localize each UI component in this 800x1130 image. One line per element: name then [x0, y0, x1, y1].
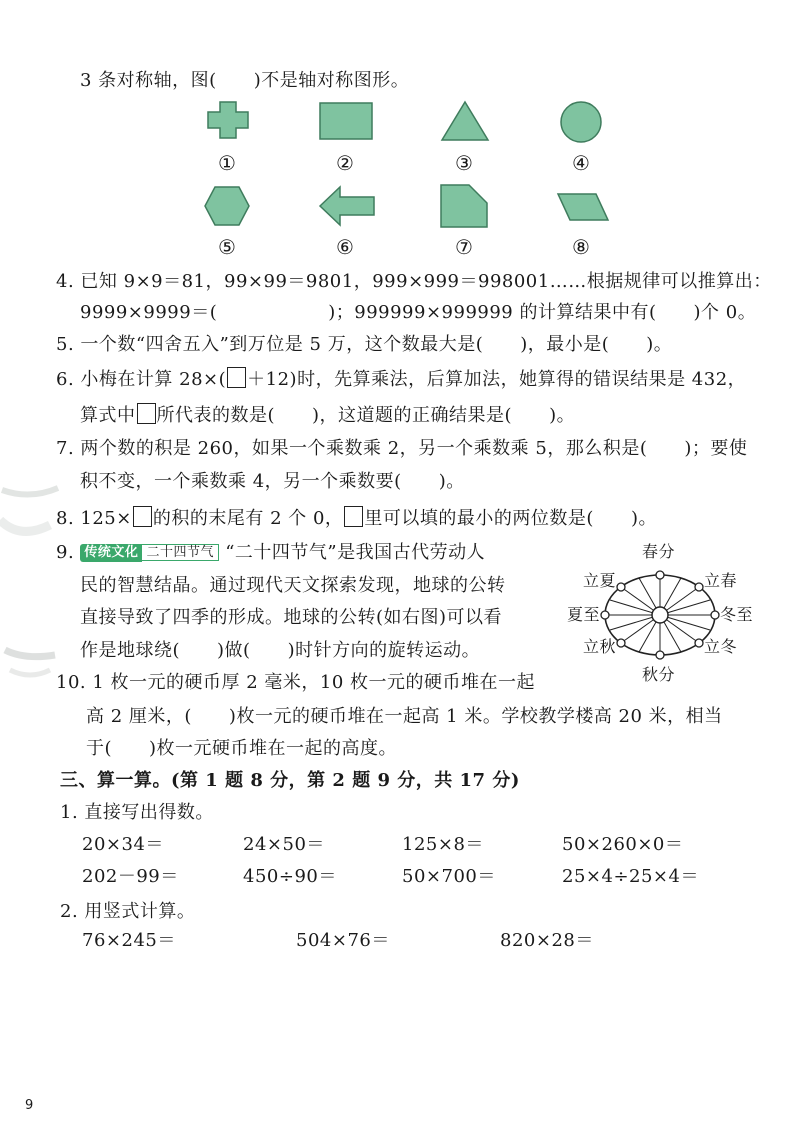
question-6-text-d: 所代表的数是( )，这道题的正确结果是( )。	[156, 405, 576, 426]
question-6-line-2	[80, 403, 575, 427]
question-8	[56, 506, 657, 530]
question-7-line-1: 7. 两个数的积是 260，如果一个乘数乘 2，另一个乘数乘 5，那么积是( )；要使	[56, 438, 748, 459]
calc-item: 24×50＝	[243, 834, 325, 855]
blank-square-box	[344, 506, 363, 527]
earth-orbit-diagram	[600, 570, 720, 660]
section-3-question-1-title: 1. 直接写出得数。	[60, 802, 214, 823]
figure-label-3: ③	[455, 151, 473, 175]
vertical-calc-item: 504×76＝	[296, 930, 390, 951]
question-7-line-2: 积不变，一个乘数乘 4，另一个乘数要( )。	[80, 471, 465, 492]
question-8-text-c: 里可以填的最小的两位数是( )。	[364, 508, 657, 529]
figure-label-4: ④	[572, 151, 590, 175]
rectangle-shape-icon	[319, 102, 373, 140]
traditional-culture-badge	[80, 544, 219, 562]
blank-square-box	[137, 403, 156, 424]
badge-left-label: 传统文化	[80, 544, 142, 562]
question-10-line-2: 高 2 厘米，( )枚一元的硬币堆在一起高 1 米。学校教学楼高 20 米，相当	[86, 706, 723, 727]
term-right: 冬至	[720, 605, 754, 624]
question-5: 5. 一个数“四舍五入”到万位是 5 万，这个数最大是( )，最小是( )。	[56, 334, 673, 355]
question-9-text-1: “二十四节气”是我国古代劳动人	[225, 542, 486, 563]
question-9-number: 9.	[56, 542, 75, 563]
calc-item: 202－99＝	[82, 866, 179, 887]
cross-shape-icon	[206, 100, 250, 140]
section-3-title: 三、算一算。(第 1 题 8 分，第 2 题 9 分，共 17 分)	[60, 770, 520, 791]
figure-label-5: ⑤	[218, 235, 236, 259]
hexagon-shape-icon	[203, 185, 251, 227]
figure-label-8: ⑧	[572, 235, 590, 259]
section-3-question-2-title: 2. 用竖式计算。	[60, 901, 196, 922]
triangle-shape-icon	[440, 100, 490, 142]
question-6-text-c: 算式中	[80, 405, 136, 426]
term-top: 春分	[642, 542, 676, 561]
term-upper-left: 立夏	[583, 571, 617, 590]
figure-label-7: ⑦	[455, 235, 473, 259]
question-3-tail: 3 条对称轴，图( )不是轴对称图形。	[80, 70, 410, 91]
blank-square-box	[227, 367, 246, 388]
decorative-brush-strokes	[0, 480, 60, 690]
term-left: 夏至	[567, 605, 601, 624]
vertical-calc-item: 76×245＝	[82, 930, 176, 951]
term-upper-right: 立春	[704, 571, 738, 590]
question-9-line-2: 民的智慧结晶。通过现代天文探索发现，地球的公转	[80, 575, 506, 596]
figure-label-6: ⑥	[336, 235, 354, 259]
question-6-line-1	[56, 367, 746, 391]
figure-label-2: ②	[336, 151, 354, 175]
badge-right-label: 二十四节气	[141, 544, 219, 561]
figure-label-1: ①	[218, 151, 236, 175]
cut-corner-square-icon	[439, 183, 489, 229]
question-10-line-1: 10. 1 枚一元的硬币厚 2 毫米，10 枚一元的硬币堆在一起	[56, 672, 536, 693]
calc-item: 25×4÷25×4＝	[562, 866, 699, 887]
question-8-text-a: 8. 125×	[56, 508, 132, 529]
calc-item: 50×700＝	[402, 866, 496, 887]
term-lower-left: 立秋	[583, 637, 617, 656]
calc-item: 50×260×0＝	[562, 834, 684, 855]
calc-item: 20×34＝	[82, 834, 164, 855]
question-10-line-3: 于( )枚一元硬币堆在一起的高度。	[86, 738, 398, 759]
vertical-calc-item: 820×28＝	[500, 930, 594, 951]
question-8-text-b: 的积的末尾有 2 个 0，	[152, 508, 344, 529]
question-9-line-1	[56, 542, 485, 564]
question-9-line-3: 直接导致了四季的形成。地球的公转(如右图)可以看	[80, 607, 503, 628]
blank-square-box	[133, 506, 152, 527]
parallelogram-shape-icon	[556, 192, 610, 222]
calc-item: 125×8＝	[402, 834, 484, 855]
question-4-line-2: 9999×9999＝( )；999999×999999 的计算结果中有( )个 0。	[80, 302, 757, 323]
question-9-line-4: 作是地球绕( )做( )时针方向的旋转运动。	[80, 640, 481, 661]
question-6-text-a: 6. 小梅在计算 28×(	[56, 369, 227, 390]
circle-shape-icon	[559, 100, 603, 144]
question-4-line-1: 4. 已知 9×9＝81，99×99＝9801，999×999＝998001……根据规律可以推算出：	[56, 271, 772, 292]
page-number: 9	[25, 1098, 34, 1113]
term-bottom: 秋分	[642, 665, 676, 684]
term-lower-right: 立冬	[704, 637, 738, 656]
question-6-text-b: ＋12)时，先算乘法，后算加法，她算得的错误结果是 432，	[247, 369, 747, 390]
calc-item: 450÷90＝	[243, 866, 337, 887]
arrow-shape-icon	[318, 185, 376, 227]
